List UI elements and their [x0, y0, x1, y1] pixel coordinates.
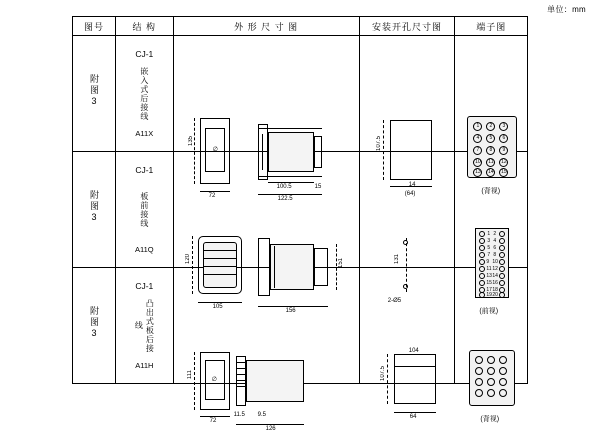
header-outline: 外 形 尺 寸 图: [173, 17, 359, 36]
outline-side-pin: [262, 134, 263, 170]
dim-line-1225: [258, 194, 322, 195]
outline-side-edge-top: [258, 128, 322, 129]
header-struct: 结 构: [116, 17, 174, 36]
dim-line-72: [200, 191, 230, 192]
terminal-left-3: [479, 238, 485, 244]
dim-line-1005: [268, 182, 314, 183]
terminal-left-1: [479, 231, 485, 237]
terminal-num-18: 18: [492, 286, 498, 293]
terminal-view-label: (背视): [481, 187, 501, 195]
struct-model: CJ-1: [135, 48, 154, 59]
dim-line-111: [194, 352, 195, 410]
dim-105: 105: [212, 303, 223, 310]
dim-122-5: 122.5: [277, 195, 293, 202]
terminal-2: 2: [486, 122, 495, 131]
outline-pin-4: [236, 380, 246, 381]
mount-dim-line-64: [394, 412, 436, 413]
terminal-10: 10: [475, 158, 481, 165]
struct-desc: 嵌入式后接线: [139, 66, 149, 121]
struct-model: CJ-1: [135, 164, 154, 175]
struct-code: A11X: [135, 128, 154, 138]
row-code-cell: [73, 152, 116, 268]
terminal-14: 14: [488, 168, 494, 175]
terminal-right-16: [499, 280, 505, 286]
mount-dim-64: (64): [404, 190, 416, 197]
outline-front-line-4: [203, 274, 237, 275]
mount-hole-bottom: [403, 284, 408, 289]
terminal-right-4: [499, 238, 505, 244]
terminal-right-14: [499, 273, 505, 279]
terminal-left-19: [479, 292, 485, 298]
terminal-left-7: [479, 252, 485, 258]
terminal-num-7: 7: [487, 251, 491, 258]
mount-dim-line-1075: [383, 120, 384, 180]
terminal-num-6: 6: [493, 244, 497, 251]
outline-side-inner: [274, 246, 275, 288]
terminal-num-19: 19: [486, 291, 492, 298]
dim-11-5: 11.5: [233, 411, 245, 418]
terminal-left-11: [479, 266, 485, 272]
mount-dim-line-1075: [387, 354, 388, 404]
outline-front-window: [203, 242, 237, 288]
terminal-6: 6: [499, 134, 508, 143]
dim-135: 135: [187, 135, 194, 146]
terminal-3: 3: [499, 122, 508, 131]
outline-front-line-3: [203, 266, 237, 267]
terminal-num-2: 2: [493, 230, 497, 237]
terminal-num-13: 13: [486, 272, 492, 279]
outline-side-body: [246, 360, 304, 402]
struct-code: A11Q: [135, 244, 154, 254]
terminal-num-12: 12: [492, 265, 498, 272]
row-code-cell: [73, 268, 116, 384]
terminal-right-2: [499, 231, 505, 237]
terminal-num-11: 11: [486, 265, 492, 272]
table-header-row: [73, 17, 528, 36]
mount-dim-107-5: 107.5: [375, 135, 382, 151]
terminal-7: 7: [473, 146, 482, 155]
terminal-8: 8: [486, 146, 495, 155]
spec-table: [72, 16, 528, 432]
terminal-num-9: 9: [486, 258, 490, 265]
row-mount-cell: [359, 36, 455, 197]
dim-line-126: [236, 424, 304, 425]
row-code-label: 附图3: [89, 74, 99, 108]
terminal-right-8: [499, 252, 505, 258]
outline-side-flange: [258, 124, 268, 180]
dim-line-151: [336, 244, 337, 290]
outline-front-mark: ∅: [212, 146, 218, 153]
row-struct-cell: [116, 152, 174, 268]
row-code-cell: [73, 36, 116, 152]
outline-side-flange: [258, 238, 270, 296]
dim-line-120: [192, 236, 193, 294]
terminal-11: 11: [488, 158, 494, 165]
terminal-11: [487, 389, 495, 397]
row-struct-cell: [116, 36, 174, 152]
terminal-num-4: 4: [493, 237, 497, 244]
dim-156: 156: [285, 307, 296, 314]
terminal-view-label: (前视): [479, 307, 499, 315]
row-struct-cell: [116, 268, 174, 384]
dim-9-5: 9.5: [257, 411, 266, 418]
terminal-view-label: (背视): [480, 415, 500, 423]
terminal-num-3: 3: [487, 237, 491, 244]
terminal-num-20: 20: [492, 291, 498, 298]
dim-100-5: 100.5: [276, 183, 292, 190]
mount-dim-107-5: 107.5: [379, 365, 386, 381]
dim-111: 111: [186, 369, 193, 379]
terminal-num-10: 10: [492, 258, 498, 265]
outline-side-flange: [236, 356, 246, 406]
terminal-5: 5: [486, 134, 495, 143]
terminal-num-17: 17: [486, 286, 492, 293]
terminal-3: [499, 356, 507, 364]
dim-15: 15: [314, 183, 322, 190]
mount-dim-64: 64: [409, 413, 417, 420]
terminal-num-15: 15: [486, 279, 492, 286]
terminal-left-9: [479, 259, 485, 265]
terminal-6: [499, 367, 507, 375]
mount-dim-14: 14: [408, 181, 416, 188]
terminal-10: [475, 389, 483, 397]
terminal-right-20: [499, 292, 505, 298]
outline-front-line-1: [203, 250, 237, 251]
outline-pin-2: [236, 368, 246, 369]
dim-line-105: [198, 302, 242, 303]
mount-dim-2xd5: 2-Ø5: [387, 297, 402, 304]
terminal-8: [487, 378, 495, 386]
mount-cutout: [390, 120, 432, 180]
terminal-15: 15: [501, 168, 507, 175]
dim-126: 126: [265, 425, 276, 432]
terminal-num-1: 1: [487, 230, 491, 237]
mount-cutout-line: [394, 366, 436, 367]
terminal-1: [475, 356, 483, 364]
outline-side-edge-bottom: [258, 176, 322, 177]
outline-front-mark: ∅: [211, 376, 217, 383]
dim-72: 72: [209, 417, 217, 424]
dim-line-135: [194, 118, 195, 184]
terminal-4: [475, 367, 483, 375]
mount-dim-131: 131: [393, 253, 400, 264]
terminal-12: [499, 389, 507, 397]
terminal-right-10: [499, 259, 505, 265]
outline-side-rear: [314, 248, 328, 286]
terminal-left-15: [479, 280, 485, 286]
header-mount: 安装开孔尺寸图: [359, 17, 455, 36]
terminal-num-5: 5: [487, 244, 491, 251]
terminal-2: [487, 356, 495, 364]
outline-side-body: [268, 132, 314, 172]
terminal-right-12: [499, 266, 505, 272]
header-terminal: 端子图: [455, 17, 528, 36]
dim-line-72: [200, 416, 230, 417]
outline-side-rear: [314, 136, 322, 168]
table-row: [73, 36, 528, 152]
struct-desc: 板前接线: [139, 191, 149, 228]
mount-dim-104: 104: [408, 347, 419, 354]
outline-front-line-2: [203, 258, 237, 259]
outline-pin-1: [236, 362, 246, 363]
terminal-num-8: 8: [493, 251, 497, 258]
terminal-9: [499, 378, 507, 386]
terminal-7: [475, 378, 483, 386]
row-code-label: 附图3: [89, 190, 99, 224]
terminal-9: 9: [499, 146, 508, 155]
header-code: 图号: [73, 17, 116, 36]
terminal-num-14: 14: [492, 272, 498, 279]
terminal-right-6: [499, 245, 505, 251]
struct-code: A11H: [135, 360, 154, 370]
terminal-5: [487, 367, 495, 375]
terminal-13: 13: [475, 168, 481, 175]
terminal-num-16: 16: [492, 279, 498, 286]
dim-151: 151: [337, 257, 344, 268]
terminal-1: 1: [473, 122, 482, 131]
terminal-left-5: [479, 245, 485, 251]
outline-pin-5: [236, 386, 246, 387]
row-outline-cell: [173, 36, 359, 202]
mount-hole-top: [403, 240, 408, 245]
struct-desc: 凸出式板后接线: [134, 298, 155, 353]
unit-note: 单位：mm: [547, 5, 586, 14]
struct-model: CJ-1: [135, 280, 154, 291]
terminal-4: 4: [473, 134, 482, 143]
terminal-12: 12: [501, 158, 507, 165]
dim-line-156: [258, 306, 328, 307]
outline-side-body: [270, 244, 314, 290]
dim-120: 120: [184, 253, 191, 264]
row-terminal-cell: [455, 36, 528, 195]
dim-72: 72: [208, 192, 216, 199]
outline-pin-3: [236, 374, 246, 375]
row-code-label: 附图3: [89, 306, 99, 340]
mount-cutout: [394, 354, 436, 404]
terminal-left-13: [479, 273, 485, 279]
